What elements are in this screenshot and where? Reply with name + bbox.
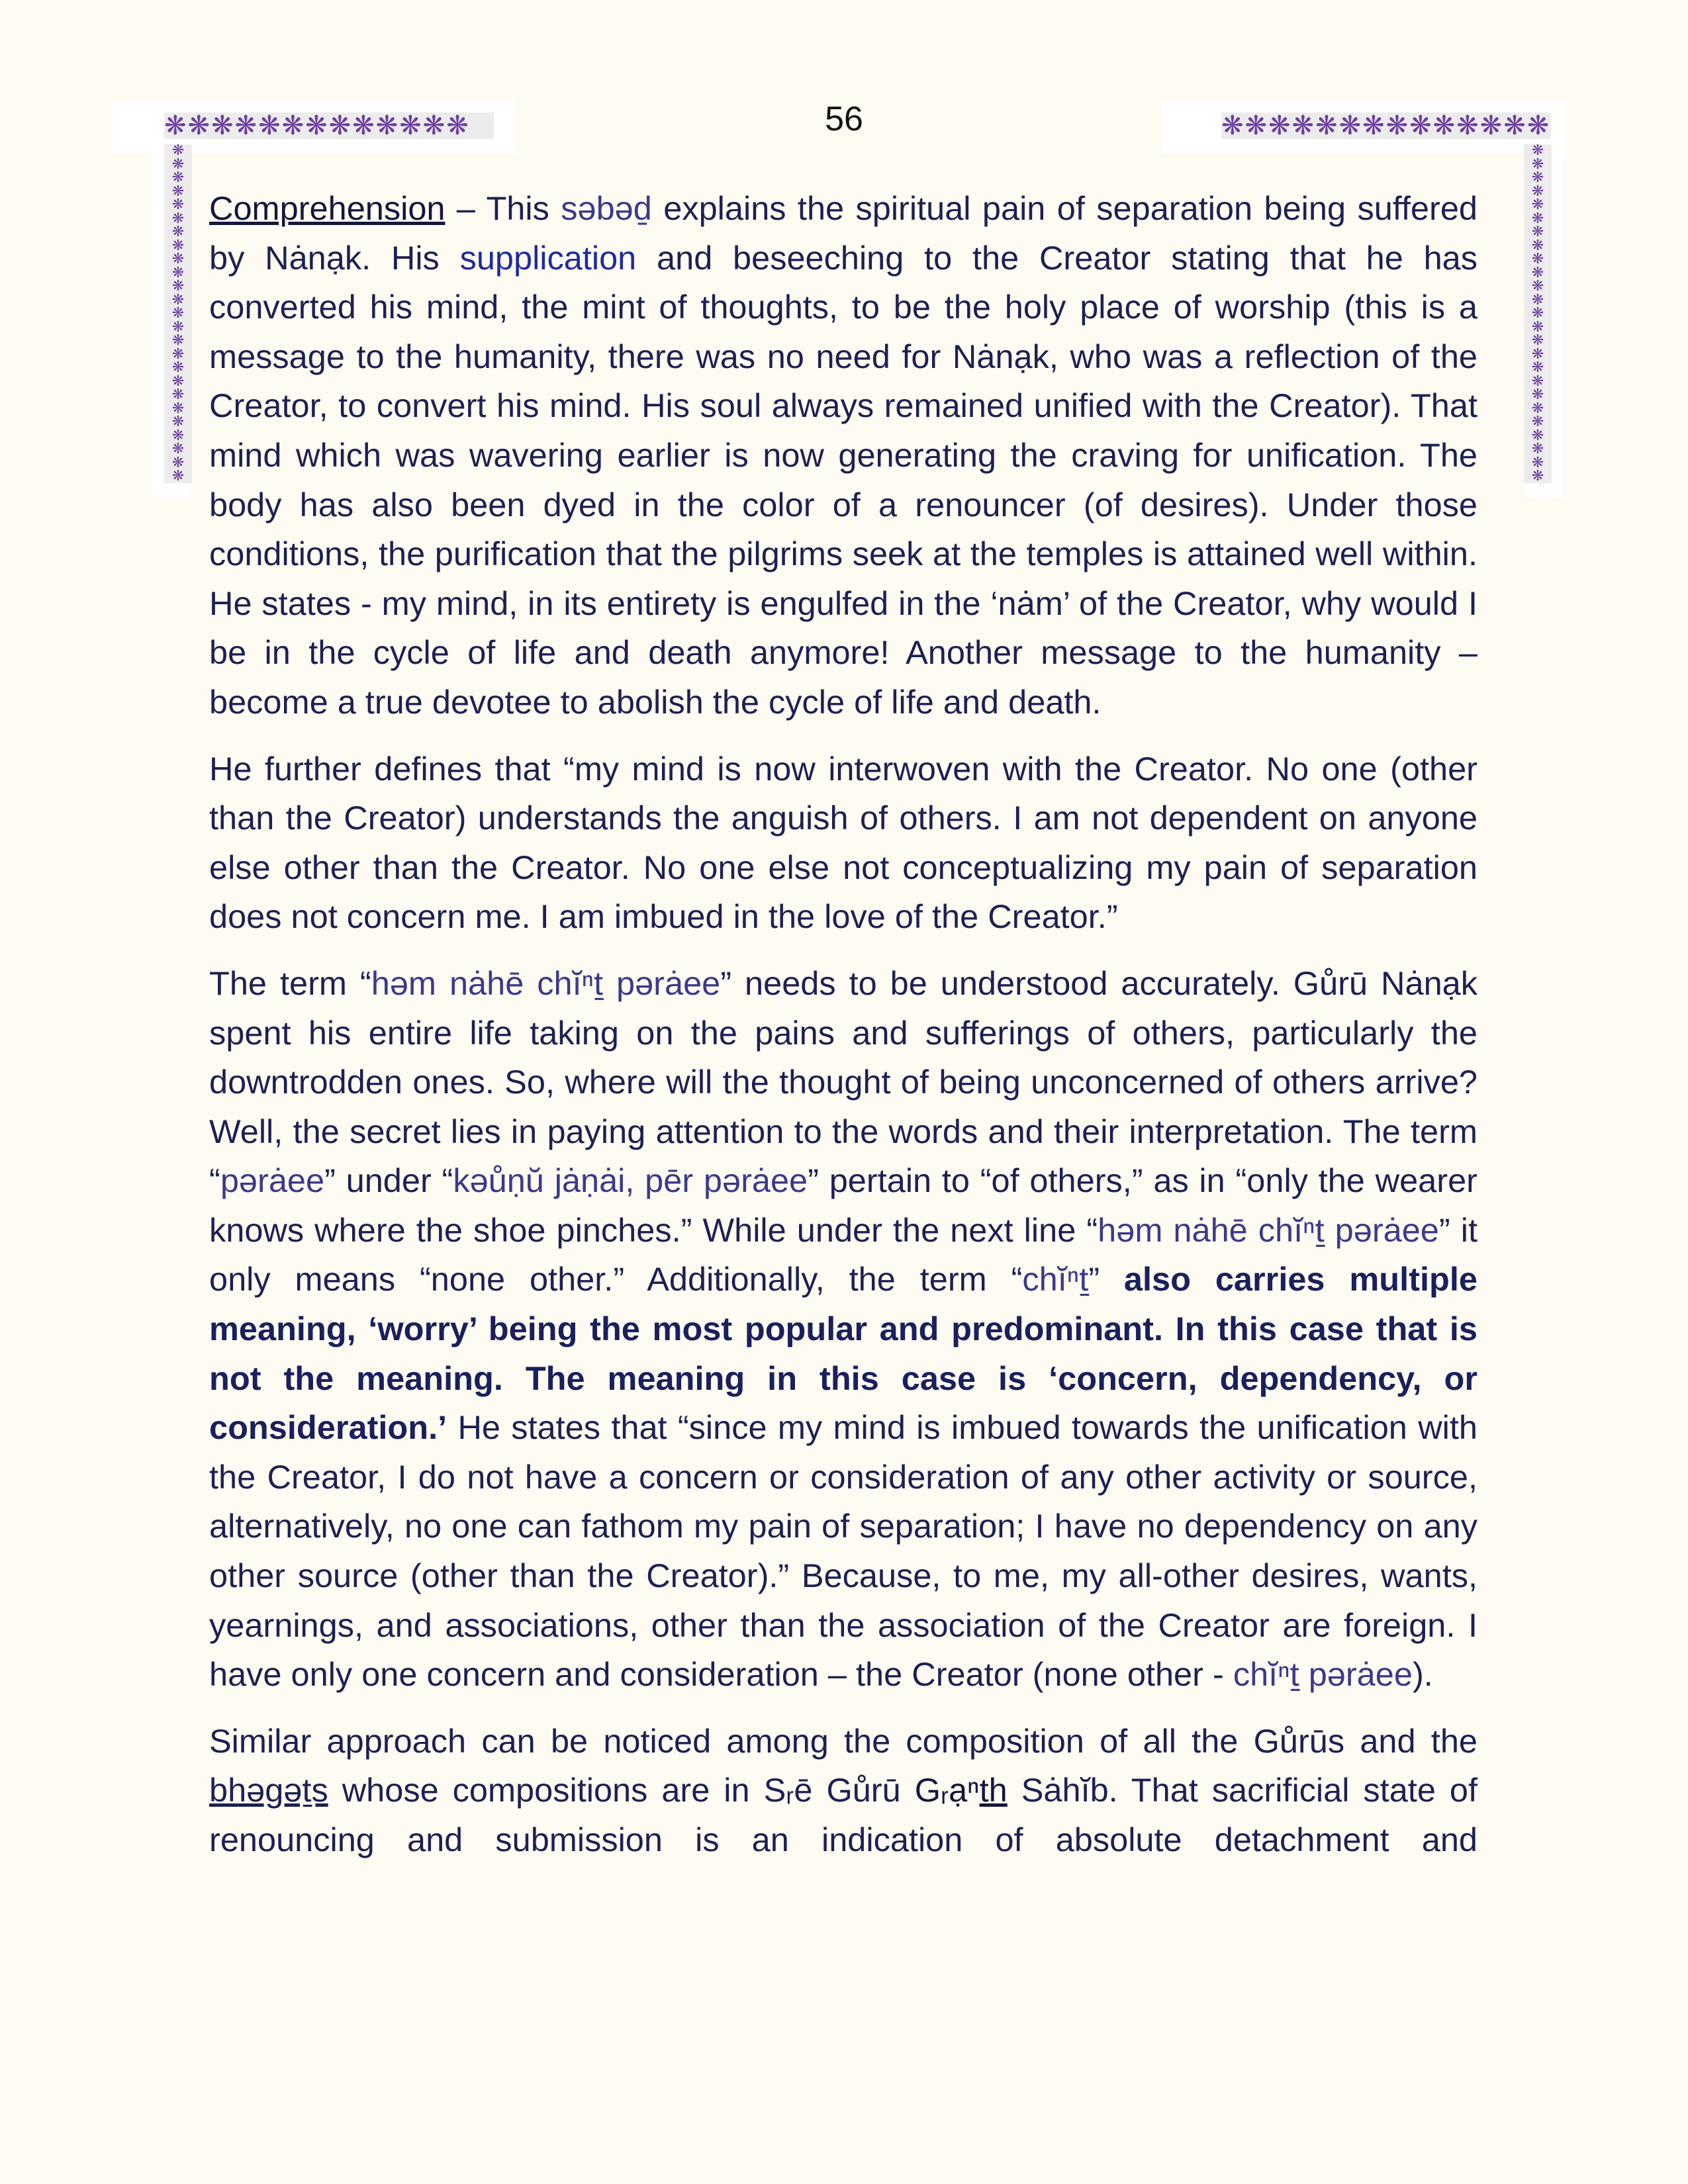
bold-emphasis: also carries multiple meaning, ‘worry’ being the most popular and predominant. In this case that is not the meaning. The meaning in this case is ‘concern, dependency, or consideration.’: [209, 1260, 1477, 1447]
highlight-supplication: supplication: [459, 238, 637, 277]
text-run: whose compositions are in Sᵣē Gůrū: [328, 1771, 915, 1809]
text-run: He further defines that “my mind is now interwoven with the Creator. No one (other than the Creator) understands the anguish of others. I am not dependent on anyone else other than the Creator. No one else not conceptualizing my pain of separation does not concern me. I am imbued in the love of the Creator.”: [209, 749, 1477, 936]
comprehension-heading: Comprehension: [209, 189, 445, 227]
paragraph-interwoven: [209, 745, 1477, 942]
text-run: ”: [1088, 1260, 1124, 1298]
transliteration-term: səbəḏ: [561, 189, 652, 227]
ornament-row-top-left: ❋❋❋❋❋❋❋❋❋❋❋❋❋: [164, 113, 494, 139]
text-run: ” needs to be understood accurately. Gůrū Nȧnạk spent his entire life taking on the pains and sufferings of others, particularly the downtrodden ones. So, where will the thought of being unconcerned of others arrive? Well, the secret lies in paying attention to the words and their interpretation. The term “: [209, 964, 1477, 1200]
page-body: [209, 184, 1477, 1882]
paragraph-similar-approach: [209, 1717, 1477, 1865]
text-run: and beseeching to the Creator stating that he has converted his mind, the mint of thoughts, to be the holy place of worship (this is a message to the humanity, there was no need for Nȧnạk, who was a reflection of the Creator, to convert his mind. His soul always remained unified with the Creator). That mind which was wavering earlier is now generating the craving for unification. The body has also been dyed in the color of a renouncer (of desires). Under those conditions, the purification that the pilgrims seek at the temples is attained well within. He states - my mind, in its entirety is engulfed in the ‘nȧm’ of the Creator, why would I be in the cycle of life and death anymore! Another message to the humanity – become a true devotee to abolish the cycle of life and death.: [209, 238, 1477, 721]
text-run: ” under “: [324, 1161, 453, 1200]
ornament-column-left: ❋ ❋ ❋ ❋ ❋ ❋ ❋ ❋ ❋ ❋ ❋ ❋ ❋ ❋ ❋ ❋ ❋ ❋ ❋ ❋ ❋ ❋ ❋ ❋ ❋: [164, 144, 192, 483]
ornament-column-right: ❋ ❋ ❋ ❋ ❋ ❋ ❋ ❋ ❋ ❋ ❋ ❋ ❋ ❋ ❋ ❋ ❋ ❋ ❋ ❋ ❋ ❋ ❋ ❋ ❋: [1524, 144, 1552, 483]
text-run: explains the spiritual pain of separation being suffered by Nȧnạk. His: [209, 189, 1477, 277]
transliteration-term: chĭⁿṯ: [1022, 1260, 1089, 1298]
text-run: ” it only means “none other.” Additionally, the term “: [209, 1210, 1478, 1298]
text-run: He states that “since my mind is imbued towards the unification with the Creator, I do not have a concern or consideration of any other activity or source, alternatively, no one can fathom my pain of separation; I have no dependency on any other source (other than the Creator).” Because, to me, my all-other desires, wants, yearnings, and associations, other than the association of the Creator are foreign. I have only one concern and consideration – the Creator (none other -: [209, 1408, 1477, 1694]
term-granth-underlined: th: [979, 1771, 1008, 1809]
text-run: The term “: [209, 964, 371, 1002]
text-run: ” pertain to “of others,” as in “only the wearer knows where the shoe pinches.” While under the next line “: [209, 1161, 1477, 1249]
text-run: Sȧhĭb. That sacrificial state of renouncing and submission is an indication of absolute detachment and: [209, 1771, 1478, 1858]
transliteration-term: chĭⁿṯ pərȧee: [1233, 1655, 1413, 1694]
text-run: – This: [445, 189, 561, 227]
transliteration-term: pərȧee: [220, 1161, 325, 1200]
transliteration-term: həm nȧhē chĭⁿṯ pərȧee: [1098, 1210, 1439, 1249]
transliteration-term: kəůṇŭ jȧṇȧi, pēr pərȧee: [453, 1161, 808, 1200]
text-run: Similar approach can be noticed among the composition of all the Gůrūs and the: [209, 1721, 1477, 1760]
text-run: ).: [1412, 1655, 1433, 1694]
page-number: 56: [825, 100, 863, 138]
paragraph-comprehension: [209, 184, 1477, 727]
term-bhagats: bhəgəṯs: [209, 1771, 328, 1809]
term-granth: Gᵣạⁿ: [914, 1771, 980, 1809]
transliteration-term: həm nȧhē chĭⁿṯ pərȧee: [371, 964, 721, 1002]
paragraph-term-explanation: [209, 959, 1477, 1700]
ornament-row-top-right: ❋❋❋❋❋❋❋❋❋❋❋❋❋❋: [1221, 113, 1551, 139]
